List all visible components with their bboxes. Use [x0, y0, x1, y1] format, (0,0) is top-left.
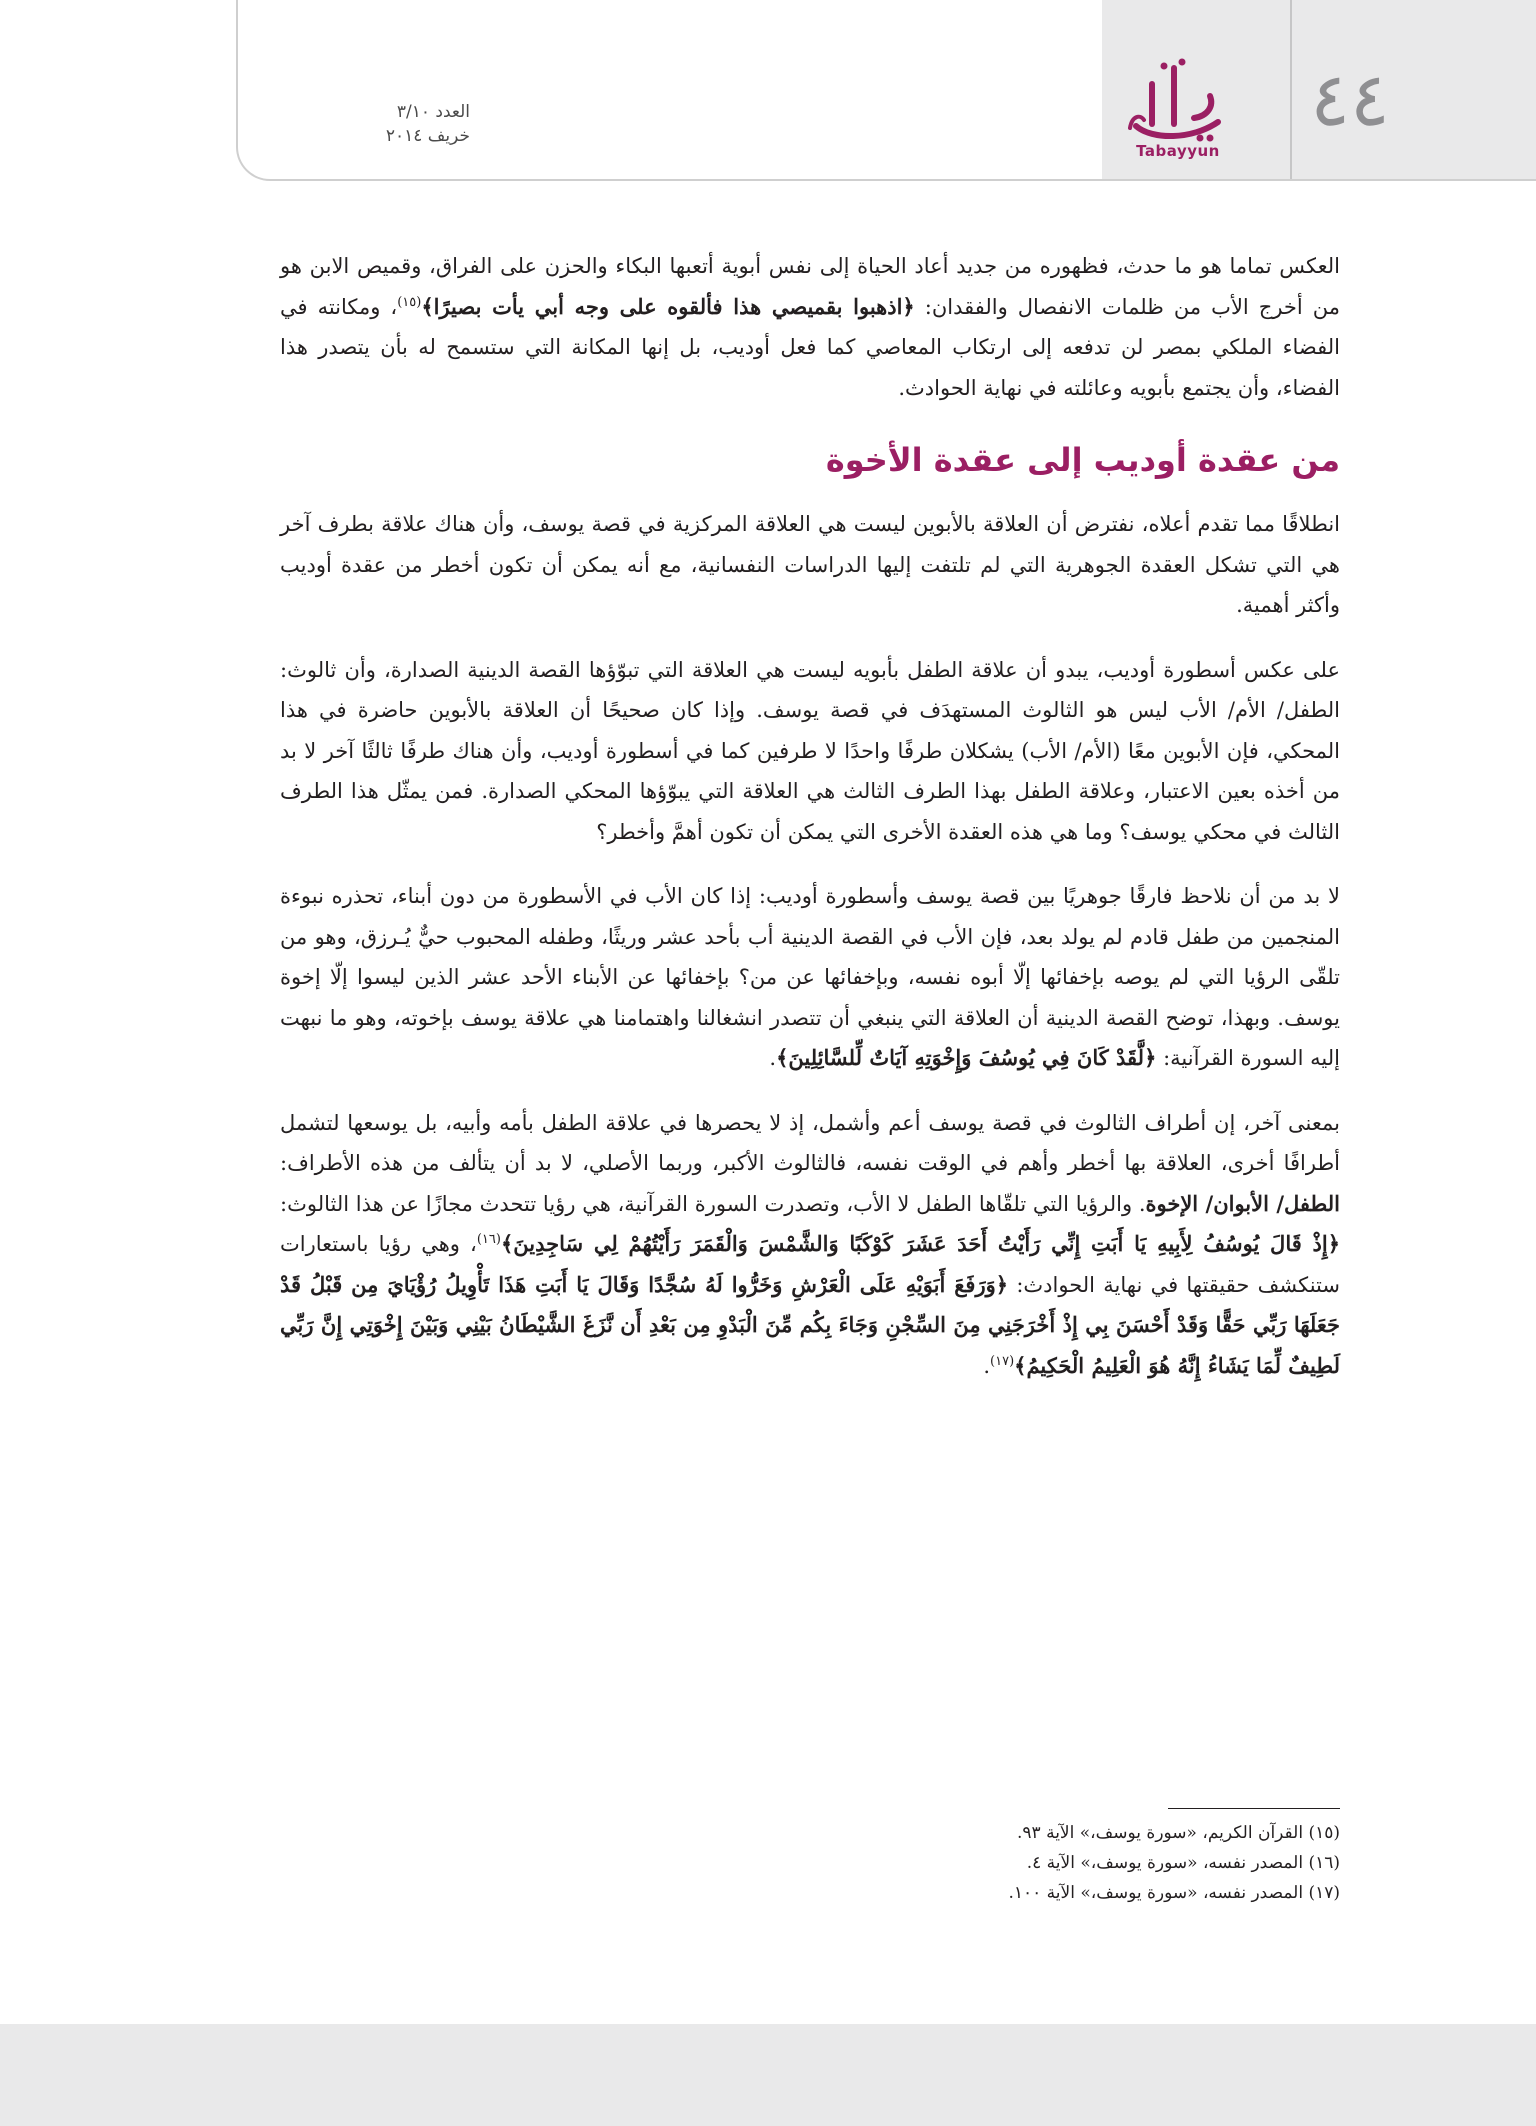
- section-heading: من عقدة أوديب إلى عقدة الأخوة: [825, 441, 1340, 479]
- paragraph-1-text-b: ، ومكانته في الفضاء الملكي بمصر لن تدفعه إلى ارتكاب المعاصي كما فعل أوديب، بل إنها المكانة التي ستسمح له بأن يتصدر هذا الفضاء، وأن يجتمع بأبويه وعائلته في نهاية الحوادث.: [280, 294, 1340, 400]
- header-divider: [1290, 0, 1292, 179]
- footnote-15: (١٥) القرآن الكريم، «سورة يوسف،» الآية ٩٣.: [1017, 1823, 1340, 1843]
- issue-season: خريف ٢٠١٤: [385, 126, 470, 146]
- paragraph-5: [280, 1103, 1340, 1387]
- paragraph-5-text-b: . والرؤيا التي تلقّاها الطفل لا الأب، وتصدرت السورة القرآنية، هي رؤيا تتحدث مجازًا عن هذا الثالوث:: [280, 1191, 1146, 1216]
- footnote-ref-15[interactable]: (١٥): [397, 294, 422, 310]
- paragraph-3: على عكس أسطورة أوديب، يبدو أن علاقة الطفل بأبويه ليست هي العلاقة التي تبوّؤها القصة الدينية الصدارة، وأن ثالوث: الطفل/ الأم/ الأب ليس هو الثالوث المستهدَف في قصة يوسف. وإذا كان صحيحًا أن العلاقة بالأبوين حاضرة في هذا المحكي، فإن الأبوين معًا (الأم/ الأب) يشكلان طرفًا واحدًا لا طرفين كما في أسطورة أوديب، وأن هناك طرفًا ثالثًا آخر لا بد من أخذه بعين الاعتبار، وعلاقة الطفل بهذا الطرف الثالث هي العلاقة التي يبوّؤها المحكي الصدارة. فمن يمثّل هذا الطرف الثالث في محكي يوسف؟ وما هي هذه العقدة الأخرى التي يمكن أن تكون أهمَّ وأخطر؟: [280, 657, 1340, 844]
- paragraph-5-text-a: بمعنى آخر، إن أطراف الثالوث في قصة يوسف أعم وأشمل، إذ لا يحصرها في علاقة الطفل بأمه وأبيه، بل يوسعها لتشمل أطرافًا أخرى، العلاقة بها أخطر وأهم في الوقت نفسه، فالثالوث الأكبر، وربما الأصلي، لا بد أن يتألف من هذه الأطراف:: [280, 1110, 1341, 1175]
- footnote-17: (١٧) المصدر نفسه، «سورة يوسف،» الآية ١٠٠.: [1008, 1883, 1340, 1903]
- footnote-ref-16[interactable]: (١٦): [476, 1232, 501, 1247]
- paragraph-2: انطلاقًا مما تقدم أعلاه، نفترض أن العلاقة بالأبوين ليست هي العلاقة المركزية في قصة يوسف، وأن هناك علاقة بطرف آخر هي التي تشكل العقدة الجوهرية التي لم تلتفت إليها الدراسات النفسانية، مع أنه يمكن أن تكون أخطر من عقدة أوديب وأكثر أهمية.: [280, 512, 1340, 617]
- article-body: [280, 246, 1340, 1410]
- footnote-ref-17[interactable]: (١٧): [990, 1353, 1015, 1369]
- page-footer-band: [0, 2024, 1536, 2126]
- quran-quote-7: ﴿لَّقَدْ كَانَ فِي يُوسُفَ وَإِخْوَتِهِ آيَاتٌ لِّلسَّائِلِينَ﴾: [776, 1045, 1157, 1070]
- paragraph-1: [280, 246, 1340, 408]
- quran-quote-16: ﴿إِذْ قَالَ يُوسُفُ لِأَبِيهِ يَا أَبَتِ إِنِّي رَأَيْتُ أَحَدَ عَشَرَ كَوْكَبًا وَالشَّمْسَ وَالْقَمَرَ رَأَيْتُهُمْ لِي سَاجِدِينَ﴾: [500, 1231, 1340, 1256]
- footnotes: [600, 1818, 1340, 1908]
- quran-quote-15: ﴿اذهبوا بقميصي هذا فألقوه على وجه أبي يأت بصيرًا﴾: [421, 293, 915, 319]
- issue-info: [270, 100, 470, 148]
- logo-latin-text: Tabayyun: [1136, 142, 1220, 160]
- footnote-16: (١٦) المصدر نفسه، «سورة يوسف،» الآية ٤.: [1026, 1853, 1340, 1873]
- paragraph-1-text-a: العكس تماما هو ما حدث، فظهوره من جديد أعاد الحياة إلى نفس أبوية أتعبها البكاء والحزن على الفراق، وقميص الابن هو من أخرج الأب من ظلمات الانفصال والفقدان:: [280, 254, 1340, 319]
- journal-logo: [1122, 56, 1234, 164]
- paragraph-4-text-a: لا بد من أن نلاحظ فارقًا جوهريًا بين قصة يوسف وأسطورة أوديب: إذا كان الأب في الأسطورة من دون أبناء، تحذره نبوءة المنجمين من طفل قادم لم يولد بعد، فإن الأب في القصة الدينية أب بأحد عشر وريثًا، وطفله المحبوب حيٌّ يُـرزق، وهو من تلقّى الرؤيا التي لم يوصه بإخفائها إلّا أبوه نفسه، وبإخفائها عن من؟ بإخفائها عن الأبناء الأحد عشر الذين ليسوا إلّا إخوة يوسف. وبهذا، توضح القصة الدينية أن العلاقة التي ينبغي أن تتصدر انشغالنا واهتمامنا هي علاقة يوسف بإخوته، وهو ما نبهت إليه السورة القرآنية:: [280, 884, 1340, 1070]
- triad-phrase: الطفل/ الأبوان/ الإخوة: [1145, 1190, 1340, 1216]
- tabayyun-logo-mark: [1122, 56, 1234, 144]
- issue-number: العدد ٣/١٠: [396, 102, 470, 122]
- footnote-rule: [1168, 1808, 1340, 1809]
- paragraph-5-text-d: .: [983, 1353, 991, 1378]
- paragraph-4-text-b: .: [769, 1046, 777, 1070]
- quran-quote-100: ﴿وَرَفَعَ أَبَوَيْهِ عَلَى الْعَرْشِ وَخَرُّوا لَهُ سُجَّدًا وَقَالَ يَا أَبَتِ هَذَا تَأْوِيلُ رُؤْيَايَ مِن قَبْلُ قَدْ جَعَلَهَا رَبِّي حَقًّا وَقَدْ أَحْسَنَ بِي إِذْ أَخْرَجَنِي مِنَ السِّجْنِ وَجَاءَ بِكُم مِّنَ الْبَدْوِ مِن بَعْدِ أَن نَّزَغَ الشَّيْطَانُ بَيْنِي وَبَيْنَ إِخْوَتِي إِنَّ رَبِّي لَطِيفٌ لِّمَا يَشَاءُ إِنَّهُ هُوَ الْعَلِيمُ الْحَكِيمُ﴾: [280, 1271, 1340, 1378]
- page-number: ٤٤: [1310, 57, 1390, 143]
- paragraph-5-text-c: ، وهي رؤيا باستعارات ستنكشف حقيقتها في نهاية الحوادث:: [280, 1232, 1340, 1297]
- paragraph-4: [280, 876, 1340, 1079]
